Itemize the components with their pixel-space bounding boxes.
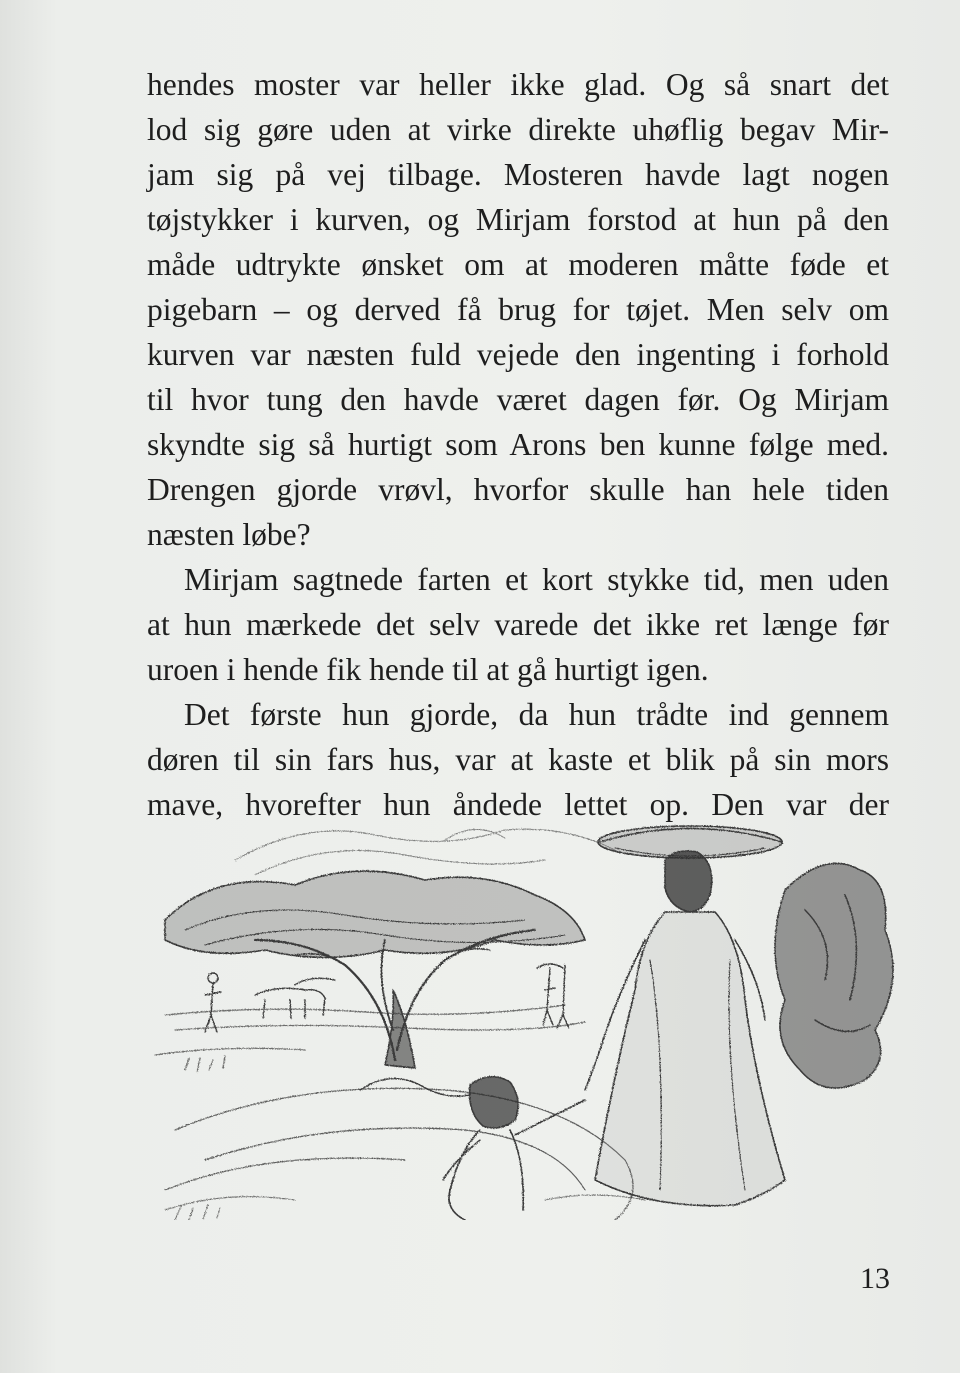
text-line: at hun mærkede det selv varede det ikke ret længe før	[147, 607, 889, 642]
woman-with-basket	[585, 826, 785, 1206]
bush	[775, 863, 893, 1088]
text-line: pigebarn – og derved få brug for tøjet. Men selv om	[147, 292, 889, 327]
text-line: måde udtrykte ønsket om at moderen måtte føde et	[147, 247, 889, 282]
text-line: lod sig gøre uden at virke direkte uhøflig begav Mir-	[147, 112, 889, 147]
tree	[165, 871, 585, 1096]
pencil-sketch-illustration	[145, 800, 905, 1220]
text-line: Drengen gjorde vrøvl, hvorfor skulle han hele tiden	[147, 472, 889, 507]
body-text	[147, 62, 889, 827]
child	[443, 1077, 585, 1220]
sky-sketch	[235, 829, 615, 875]
text-line: hendes moster var heller ikke glad. Og så snart det	[147, 67, 889, 102]
text-line: næsten løbe?	[147, 517, 311, 552]
text-line: mave, hvorefter hun åndede lettet op. Den var der	[147, 787, 889, 822]
text-line: kurven var næsten fuld vejede den ingenting i forhold	[147, 337, 889, 372]
text-line: skyndte sig så hurtigt som Arons ben kunne følge med.	[147, 427, 889, 462]
text-line: Det første hun gjorde, da hun trådte ind gennem	[184, 697, 889, 732]
foreground-grass	[165, 1195, 645, 1220]
text-line: uroen i hende fik hende til at gå hurtigt igen.	[147, 652, 709, 687]
distant-figures	[205, 964, 569, 1032]
text-line: jam sig på vej tilbage. Mosteren havde lagt nogen	[147, 157, 889, 192]
text-line: til hvor tung den havde været dagen før. Og Mirjam	[147, 382, 889, 417]
text-line: døren til sin fars hus, var at kaste et blik på sin mors	[147, 742, 889, 777]
distant-field	[155, 1005, 585, 1072]
page-number: 13	[860, 1262, 890, 1295]
road	[165, 1088, 633, 1220]
text-line: tøjstykker i kurven, og Mirjam forstod at hun på den	[147, 202, 889, 237]
text-line: Mirjam sagtnede farten et kort stykke tid, men uden	[184, 562, 889, 597]
